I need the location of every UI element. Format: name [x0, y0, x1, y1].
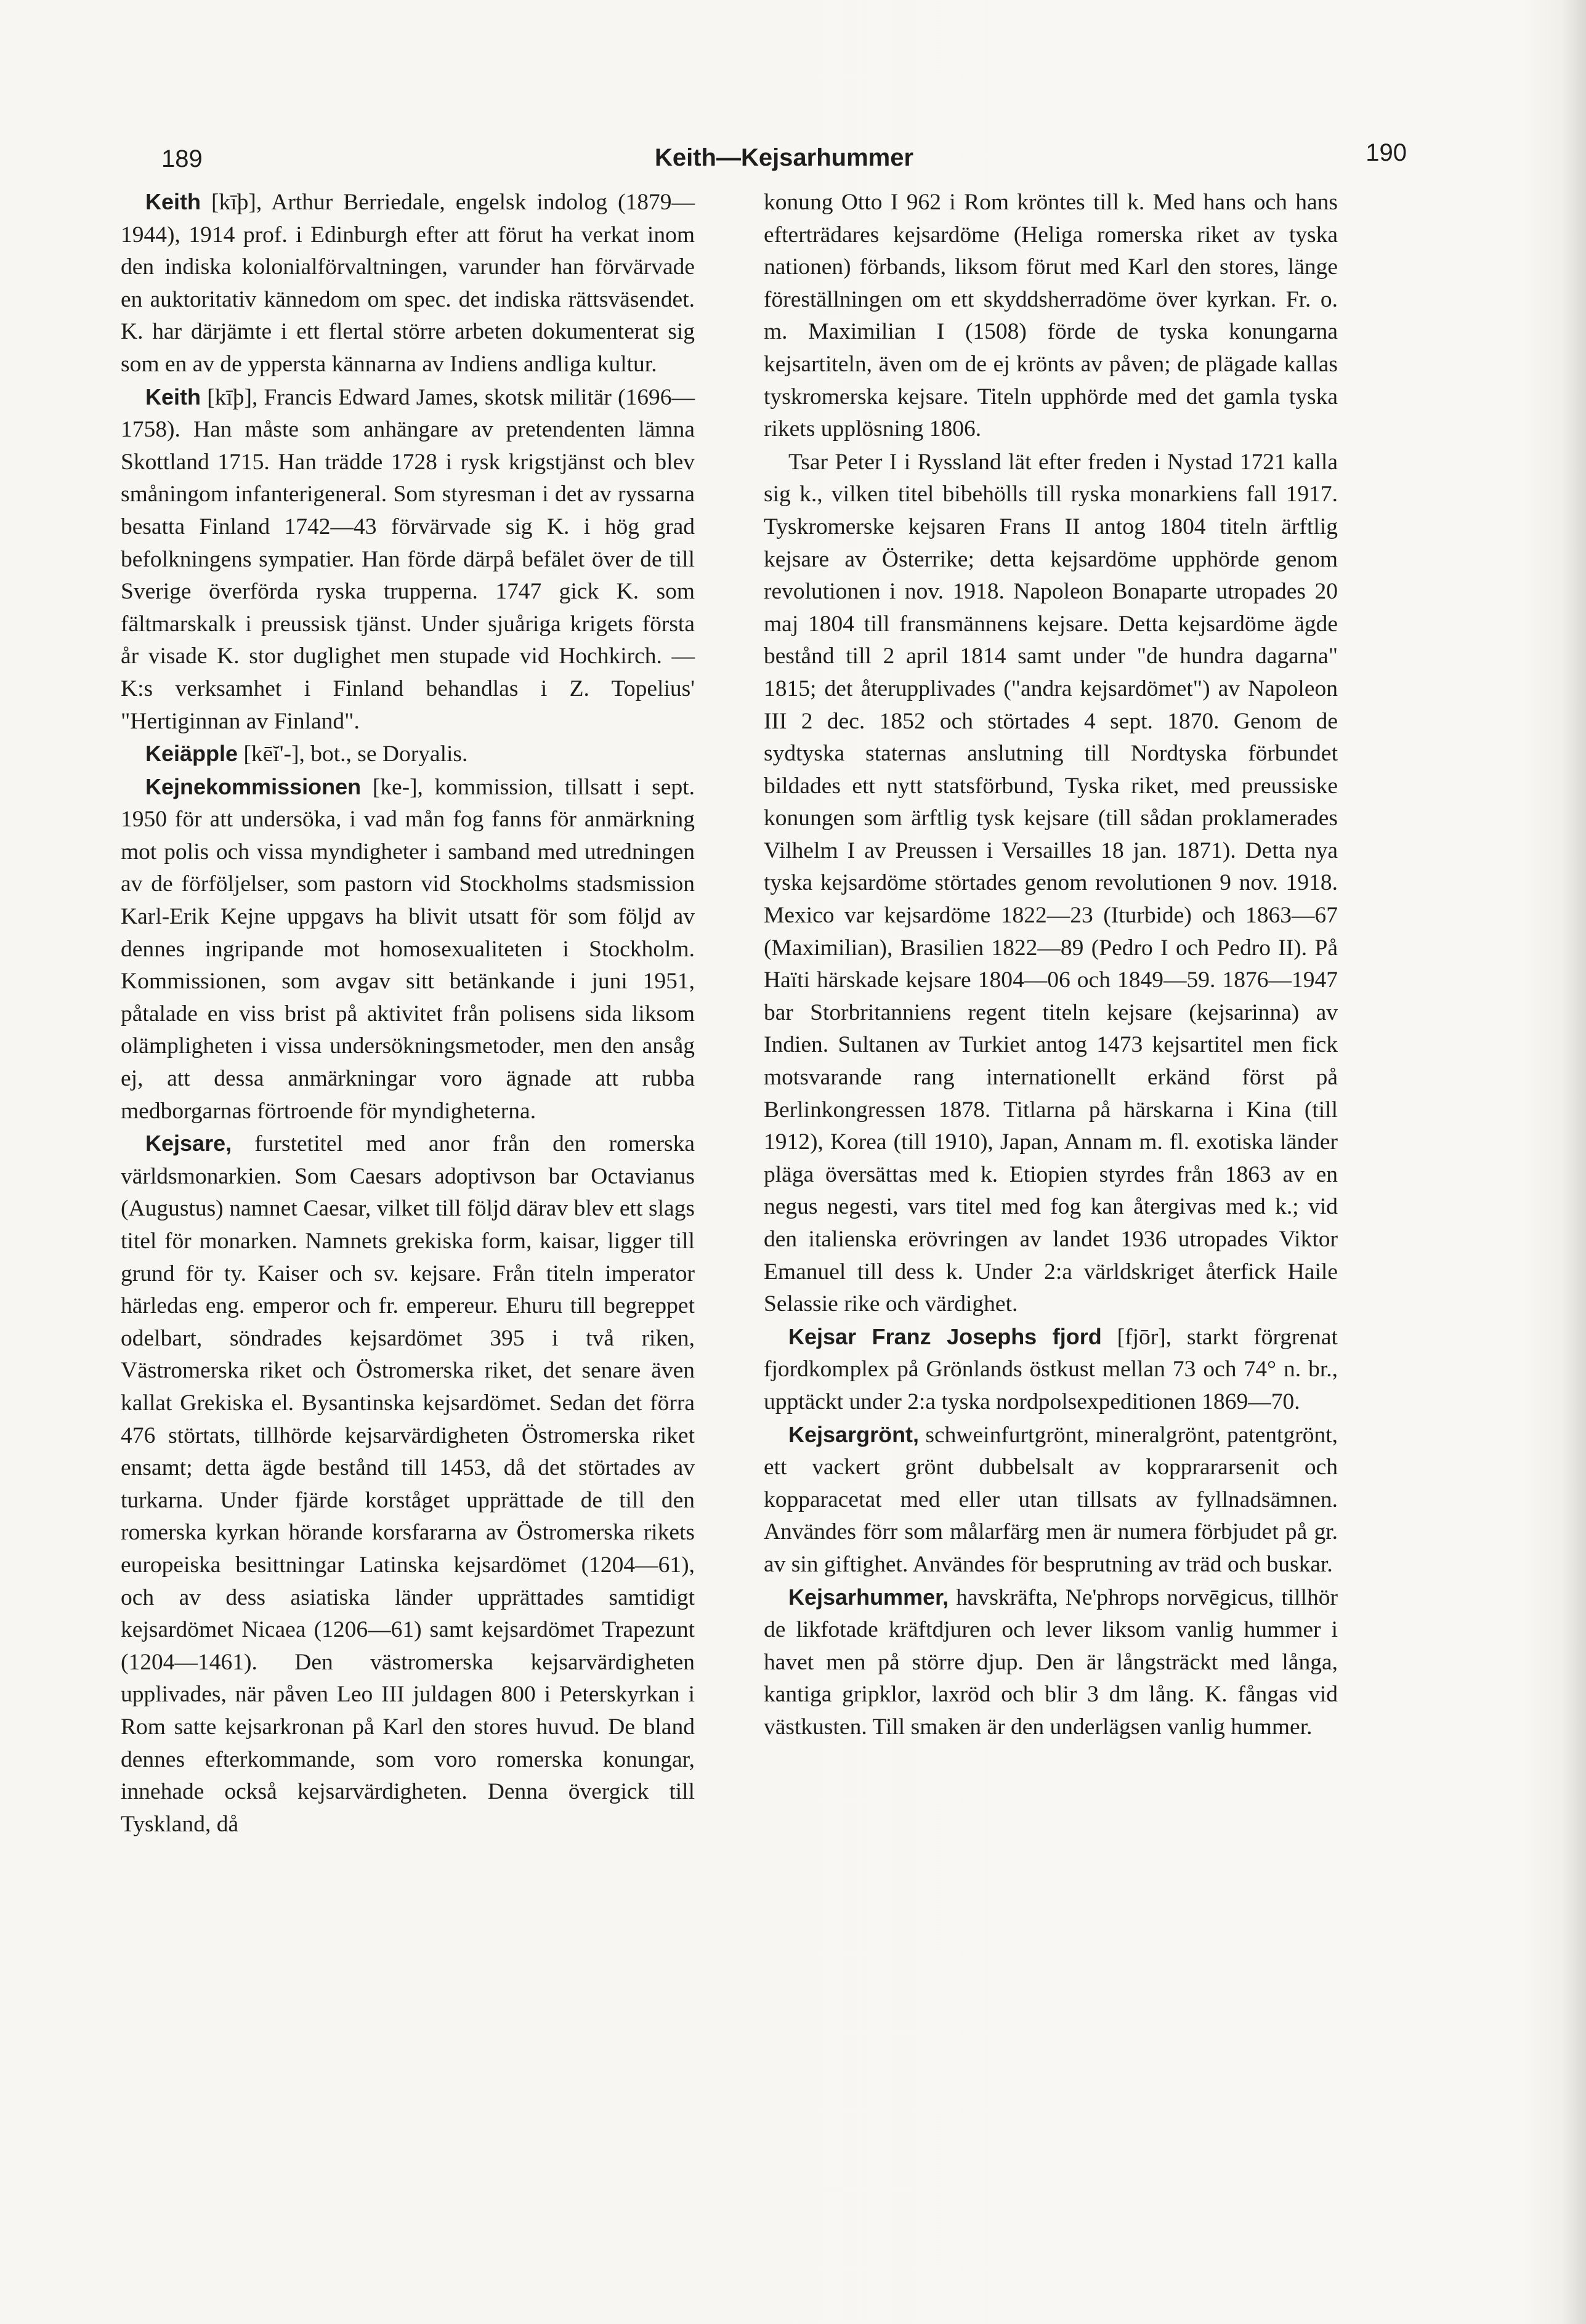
entry-text: schweinfurtgrönt, mineralgrönt, patentgrönt, ett vackert grönt dubbelsalt av kopprararsenit och kopparacetat med eller utan tillsats av fyllnadsämnen. Användes förr som målarfärg men är numera förbjudet på gr. av sin giftighet. Användes för besprutning av träd och buskar. [764, 1422, 1338, 1577]
entry-text: [kīþ], Arthur Berriedale, engelsk indolog (1879—1944), 1914 prof. i Edinburgh efter att förut ha verkat inom den indiska kolonialförvaltningen, varunder han förvärvade en auktoritativ kännedom om spec. det indiska rättsväsendet. K. har därjämte i ett flertal större arbeten dokumenterat sig som en av de yppersta kännarna av Indiens andliga kultur. [121, 190, 695, 377]
entry-headword: Keith [145, 384, 201, 410]
entry-kejsargront [764, 1419, 1338, 1581]
entry-text: [fjōr], starkt förgrenat fjordkomplex på Grönlands östkust mellan 73 och 74° n. br., upptäckt under 2:a tyska nordpolsexpeditionen 1869—70. [764, 1324, 1338, 1414]
entry-text: [kīþ], Francis Edward James, skotsk militär (1696—1758). Han måste som anhängare av pretendenten lämna Skottland 1715. Han trädde 1728 i rysk krigstjänst och blev småningom infanterigeneral. Som styresman i det av ryssarna besatta Finland 1742—43 förvärvade sig K. i hög grad befolkningens sympatier. Han förde därpå befälet över de till Sverige överförda ryska trupperna. 1747 gick K. som fältmarskalk i preussisk tjänst. Under sjuåriga krigets första år visade K. stor duglighet men stupade vid Hochkirch. — K:s verksamhet i Finland behandlas i Z. Topelius' "Hertiginnan av Finland". [121, 384, 695, 734]
running-header [161, 139, 1407, 182]
right-column [764, 186, 1338, 1744]
entry-keith-francis [121, 381, 695, 738]
entry-headword: Kejnekommissionen [145, 773, 362, 799]
entry-kejsar-franz-josephs-fjord [764, 1321, 1338, 1419]
page-edge-shadow [1561, 0, 1586, 2324]
entry-kejsare-continued [764, 186, 1338, 446]
entry-text: konung Otto I 962 i Rom kröntes till k. Med hans och hans efterträdares kejsardöme (Heliga romerska riket av tyska nationen) förbands, liksom förut med Karl den stores, länge föreställningen om ett skyddsherradöme över kyrkan. Fr. o. m. Maximilian I (1508) förde de tyska konungarna kejsartiteln, även om de ej krönts av påven; de plägade kallas tyskromerska kejsare. Titeln upphörde med det gamla tyska rikets upplösning 1806. [764, 190, 1338, 442]
entry-text: furstetitel med anor från den romerska världsmonarkien. Som Caesars adoptivson bar Octavianus (Augustus) namnet Caesar, vilket till följd därav blev ett slags titel för monarken. Namnets grekiska form, kaisar, ligger till grund för ty. Kaiser och sv. kejsare. Från titeln imperator härledas eng. emperor och fr. empereur. Ehuru till begreppet odelbart, söndrades kejsardömet 395 i två riken, Västromerska riket och Östromerska riket, det senare även kallat Grekiska el. Bysantinska kejsardömet. Sedan det förra 476 störtats, tillhörde kejsarvärdigheten Östromerska riket ensamt; detta ägde bestånd till 1453, då det störtades av turkarna. Under fjärde korståget upprättade de till den romerska kyrkan hörande korsfararna av Östromerska rikets europeiska besittningar Latinska kejsardömet (1204—61), och av dess asiatiska länder upprättades samtidigt kejsardömet Nicaea (1206—61) samt kejsardömet Trapezunt (1204—1461). Den västromerska kejsarvärdigheten upplivades, när påven Leo III juldagen 800 i Peterskyrkan i Rom satte kejsarkronan på Karl den stores huvud. De bland dennes efterkommande, som voro romerska konungar, innehade också kejsarvärdigheten. Denna övergick till Tyskland, då [121, 1131, 695, 1837]
entry-headword: Keiäpple [145, 741, 238, 767]
running-title: Keith—Kejsarhummer [654, 144, 914, 171]
entry-kejsare-paragraph-2 [764, 446, 1338, 1321]
entry-keiapple [121, 738, 695, 771]
entry-text: Tsar Peter I i Ryssland lät efter freden i Nystad 1721 kalla sig k., vilken titel bibehölls till ryska monarkiens fall 1917. Tyskromerske kejsaren Frans II antog 1804 titeln ärftlig kejsare av Österrike; detta kejsardöme upphörde genom revolutionen i nov. 1918. Napoleon Bonaparte utropades 20 maj 1804 till fransmännens kejsare. Detta kejsardöme ägde bestånd till 2 april 1814 samt under "de hundra dagarna" 1815; det återupplivades ("andra kejsardömet") av Napoleon III 2 dec. 1852 och störtades 4 sept. 1870. Genom de sydtyska staternas anslutning till Nordtyska förbundet bildades ett nytt statsförbund, Tyska riket, med preussiske konungen som ärftlig tysk kejsare (till sådan proklamerades Vilhelm I av Preussen i Versailles 18 jan. 1871). Detta nya tyska kejsardöme störtades genom revolutionen 9 nov. 1918. Mexico var kejsardöme 1822—23 (Iturbide) och 1863—67 (Maximilian), Brasilien 1822—89 (Pedro I och Pedro II). På Haïti härskade kejsare 1804—06 och 1849—59. 1876—1947 bar Storbritanniens regent titeln kejsare (kejsarinna) av Indien. Sultanen av Turkiet antog 1473 kejsartitel men fick motsvarande rang internationellt erkänd först på Berlinkongressen 1878. Titlarna på härskarna i Kina (till 1912), Korea (till 1910), Japan, Annam m. fl. exotiska länder pläga översättas med k. Etiopien styrdes från 1863 av en negus negesti, vars titel med fog kan återgivas med k.; vid den italienska erövringen av landet 1936 utropades Viktor Emanuel till dess k. Under 2:a världskriget återfick Haile Selassie rike och värdighet. [764, 449, 1338, 1317]
left-column [121, 186, 695, 1841]
page-number-right: 190 [1365, 139, 1407, 166]
entry-headword: Kejsarhummer, [788, 1584, 949, 1610]
entry-text: [ke-], kommission, tillsatt i sept. 1950 för att undersöka, i vad mån fog fanns för anmärkning mot polis och vissa myndigheter i samband med utredningen av de förföljelser, som pastorn vid Stockholms stadsmission Karl-Erik Kejne uppgavs ha blivit utsatt för som följd av dennes ingripande mot homosexualiteten i Stockholm. Kommissionen, som avgav sitt betänkande i juni 1951, påtalade en viss brist på aktivitet från polisens sida liksom olämpligheten i vissa undersökningsmetoder, men den ansåg ej, att dessa anmärkningar voro ägnade att rubba medborgarnas förtroende för myndigheterna. [121, 774, 695, 1124]
entry-headword: Kejsare, [145, 1131, 232, 1156]
entry-kejsare [121, 1128, 695, 1841]
entry-keith-arthur [121, 186, 695, 381]
entry-text: [kēĭ'-], bot., se Doryalis. [238, 741, 468, 767]
entry-headword: Kejsar Franz Josephs fjord [788, 1323, 1102, 1349]
entry-headword: Kejsargrönt, [788, 1421, 920, 1447]
page-number-left: 189 [161, 145, 203, 172]
entry-kejnekommissionen [121, 771, 695, 1128]
entry-kejsarhummer [764, 1581, 1338, 1744]
entry-headword: Keith [145, 189, 201, 214]
entry-text: havskräfta, Ne'phrops norvēgicus, tillhör de likfotade kräftdjuren och lever liksom vanlig hummer i havet men på större djup. Den är långsträckt med långa, kantiga gripklor, laxröd och blir 3 dm lång. K. fångas vid västkusten. Till smaken är den underlägsen vanlig hummer. [764, 1584, 1338, 1740]
